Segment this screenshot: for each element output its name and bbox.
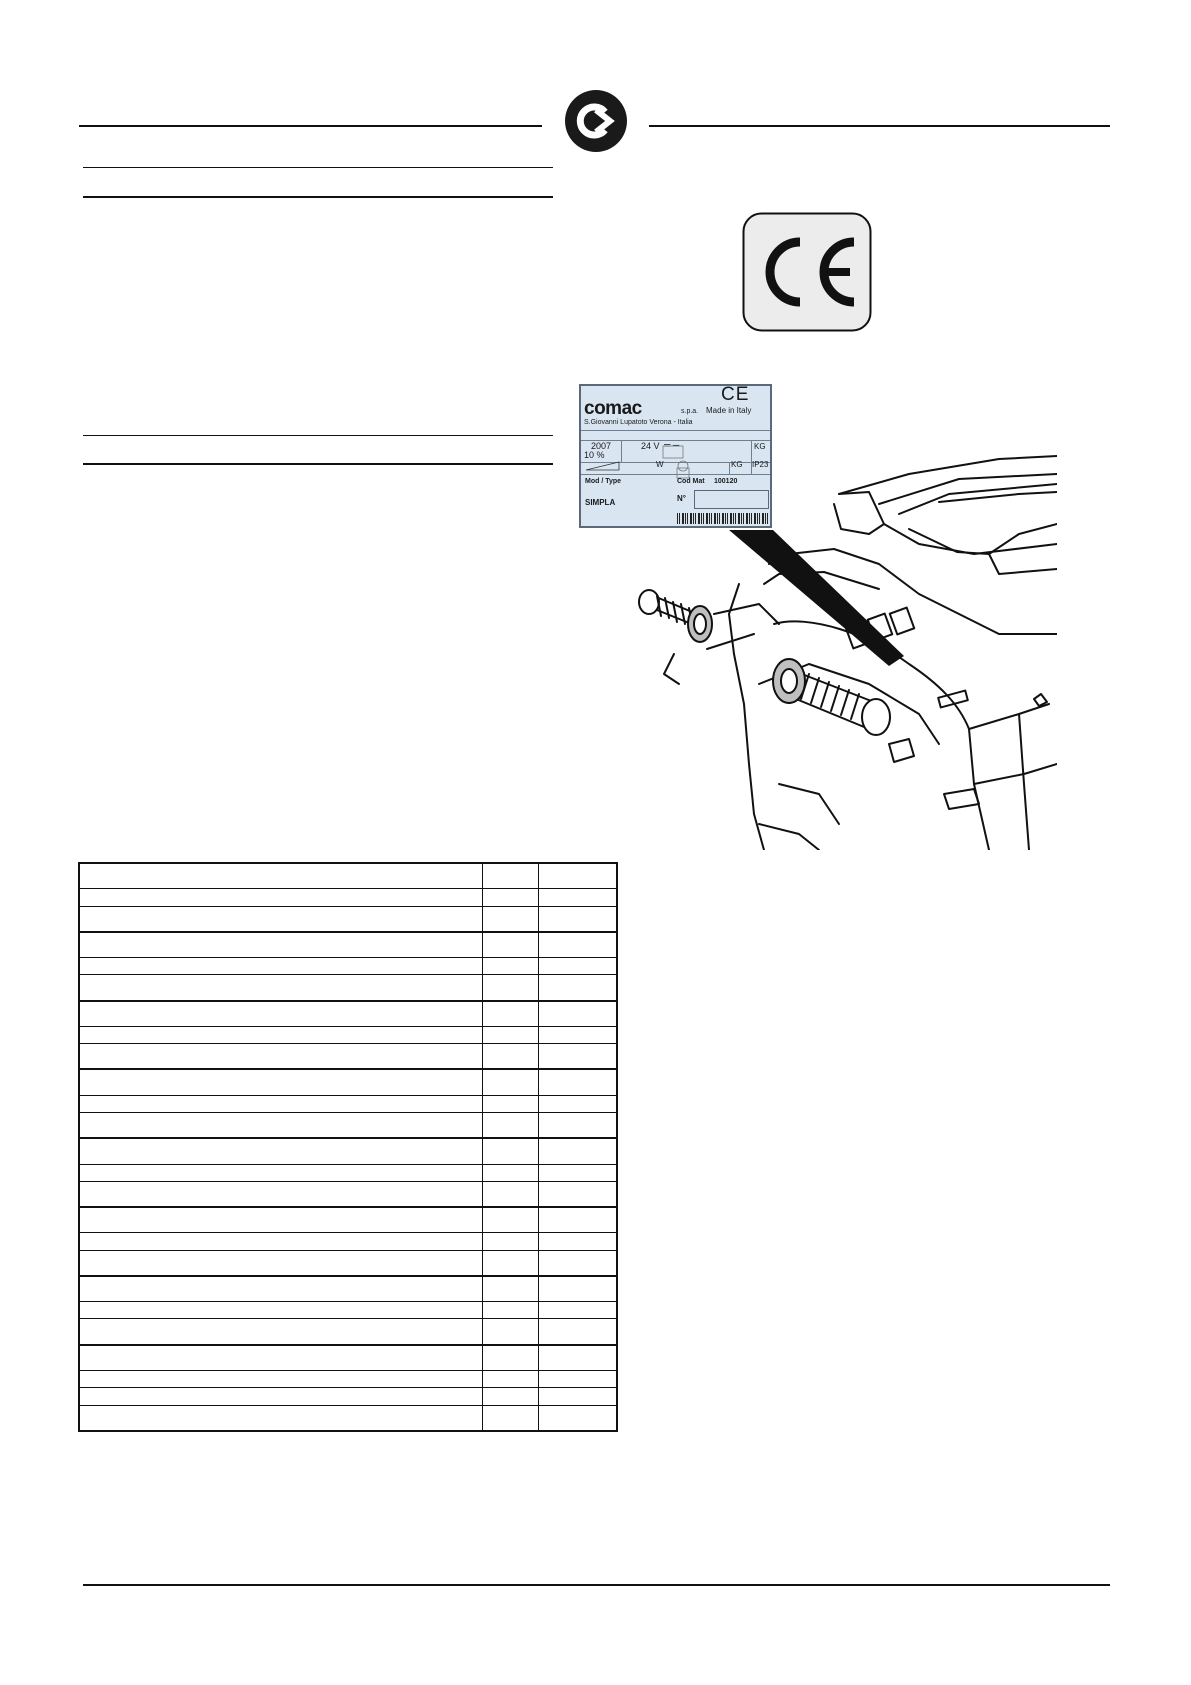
plate-year: 2007 [591, 441, 612, 451]
plate-slope: 10 % [584, 450, 605, 460]
table-row [79, 1113, 617, 1139]
specification-plate [579, 384, 772, 528]
plate-code-label: Cod Mat [677, 478, 705, 485]
table-row [79, 906, 617, 932]
plate-w: W [656, 460, 664, 469]
plate-kg-2: KG [731, 460, 743, 469]
table-row [79, 1276, 617, 1302]
plate-serial-box [694, 490, 769, 509]
header-rule-left [79, 125, 542, 127]
specifications-table [78, 862, 618, 1432]
plate-ce-mark: CE [721, 384, 750, 405]
table-row [79, 1138, 617, 1164]
plate-made-in: Made in Italy [706, 406, 752, 415]
plate-brand: comac [584, 398, 642, 419]
table-row [79, 932, 617, 958]
table-row [79, 1069, 617, 1095]
table-row [79, 1319, 617, 1345]
table-row [79, 1371, 617, 1388]
table-row [79, 889, 617, 906]
table-row [79, 1164, 617, 1181]
table-row [79, 1250, 617, 1276]
plate-kg-1: KG [754, 442, 766, 451]
section-rule-3 [83, 435, 553, 436]
table-row [79, 1405, 617, 1431]
table-row [79, 1095, 617, 1112]
plate-ip-rating: IP23 [752, 460, 769, 469]
table-row [79, 1233, 617, 1250]
plate-dc-symbol: ═ ─ [664, 440, 680, 450]
plate-model-value: SIMPLA [585, 498, 616, 507]
section-rule-1 [83, 167, 553, 168]
table-row [79, 975, 617, 1001]
ce-mark-icon [742, 212, 872, 332]
footer-rule [83, 1584, 1110, 1586]
table-row [79, 1302, 617, 1319]
table-row [79, 1181, 617, 1207]
plate-model-label: Mod / Type [585, 478, 622, 485]
table-row [79, 1388, 617, 1405]
plate-voltage: 24 V [641, 441, 660, 451]
plate-barcode [677, 513, 769, 524]
plate-company-suffix: s.p.a. [681, 408, 699, 415]
table-row [79, 1044, 617, 1070]
plate-code-value: 100120 [714, 478, 738, 485]
table-row [79, 1001, 617, 1027]
header-rule-right [649, 125, 1110, 127]
plate-address: S.Giovanni Lupatoto Verona - Italia [584, 419, 693, 426]
table-row [79, 1207, 617, 1233]
section-rule-4 [83, 463, 553, 465]
table-row [79, 1026, 617, 1043]
section-rule-2 [83, 196, 553, 198]
plate-serial-label: N° [677, 494, 686, 503]
table-row [79, 958, 617, 975]
table-row [79, 863, 617, 889]
comac-logo-icon [565, 90, 627, 152]
table-row [79, 1345, 617, 1371]
